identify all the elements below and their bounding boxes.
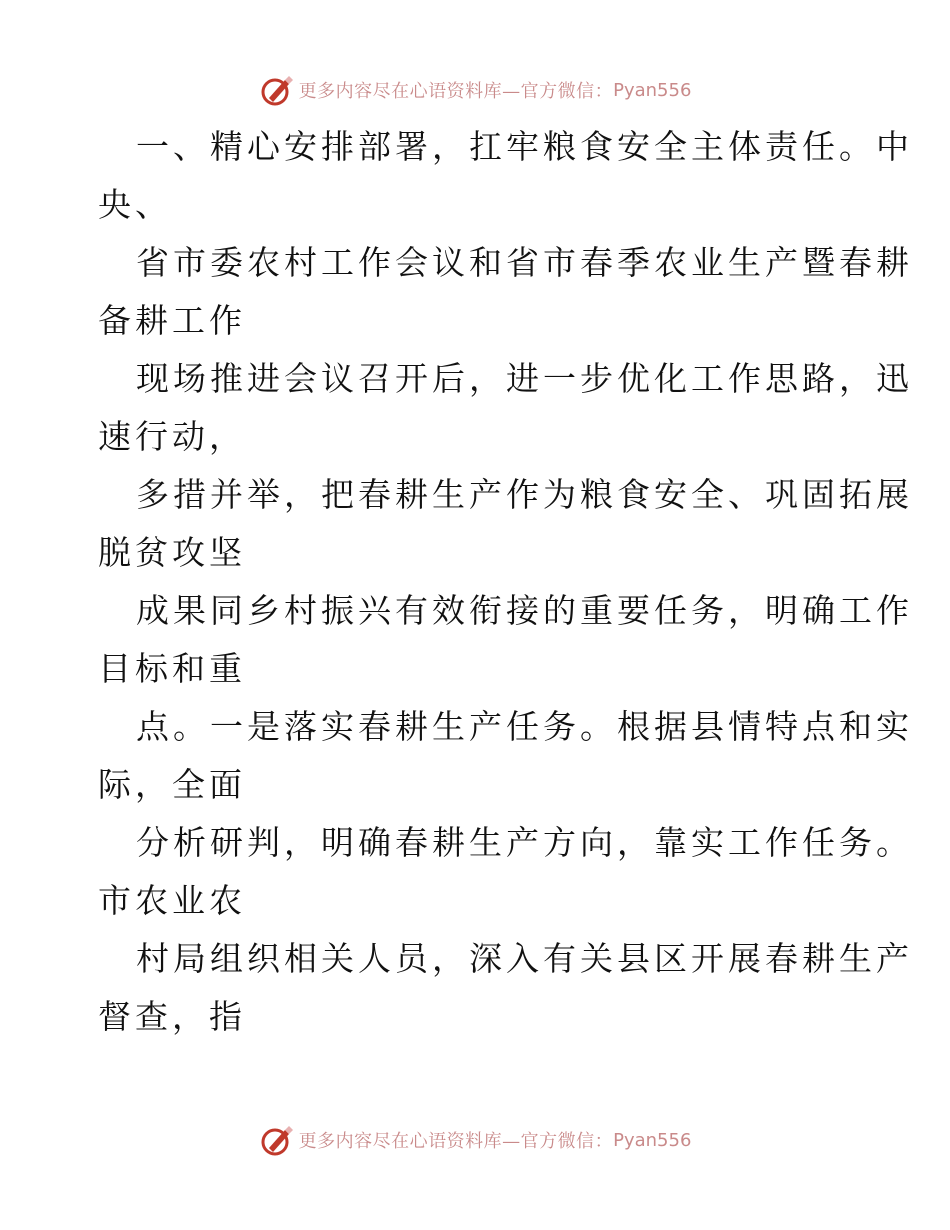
watermark-contact: Pyan556 bbox=[613, 79, 692, 101]
paragraph-line bbox=[98, 930, 913, 1046]
line-wrap-text: 央、 bbox=[98, 185, 172, 224]
line-text: 村局组织相关人员，深入有关县区开展春耕生产 bbox=[136, 939, 913, 978]
line-wrap-text: 际，全面 bbox=[98, 765, 246, 804]
line-text: 成果同乡村振兴有效衔接的重要任务，明确工作 bbox=[136, 591, 913, 630]
line-text: 点。一是落实春耕生产任务。根据县情特点和实 bbox=[136, 707, 913, 746]
document-body bbox=[98, 118, 913, 1046]
line-text: 多措并举，把春耕生产作为粮食安全、巩固拓展 bbox=[136, 475, 913, 514]
line-wrap-text: 目标和重 bbox=[98, 649, 246, 688]
paragraph-line bbox=[98, 698, 913, 814]
line-text: 分析研判，明确春耕生产方向，靠实工作任务。 bbox=[136, 823, 913, 862]
line-wrap-text: 督查，指 bbox=[98, 997, 246, 1036]
paragraph-line bbox=[98, 350, 913, 466]
paragraph-line bbox=[98, 234, 913, 350]
paragraph-line bbox=[98, 582, 913, 698]
watermark-contact: Pyan556 bbox=[613, 1129, 692, 1151]
pen-logo-icon bbox=[259, 72, 295, 108]
header-watermark bbox=[0, 70, 950, 110]
line-text: 省市委农村工作会议和省市春季农业生产暨春耕 bbox=[136, 243, 913, 282]
line-wrap-text: 速行动， bbox=[98, 417, 246, 456]
paragraph-line bbox=[98, 118, 913, 234]
pen-logo-icon bbox=[259, 1122, 295, 1158]
line-wrap-text: 脱贫攻坚 bbox=[98, 533, 246, 572]
line-wrap-text: 备耕工作 bbox=[98, 301, 246, 340]
line-text: 现场推进会议召开后，进一步优化工作思路，迅 bbox=[136, 359, 913, 398]
line-wrap-text: 市农业农 bbox=[98, 881, 246, 920]
paragraph-line bbox=[98, 466, 913, 582]
paragraph-line bbox=[98, 814, 913, 930]
footer-watermark bbox=[0, 1120, 950, 1160]
watermark-text: 更多内容尽在心语资料库—官方微信： bbox=[298, 1131, 614, 1152]
watermark-text: 更多内容尽在心语资料库—官方微信： bbox=[298, 81, 614, 102]
line-text: 一、精心安排部署，扛牢粮食安全主体责任。中 bbox=[136, 127, 913, 166]
